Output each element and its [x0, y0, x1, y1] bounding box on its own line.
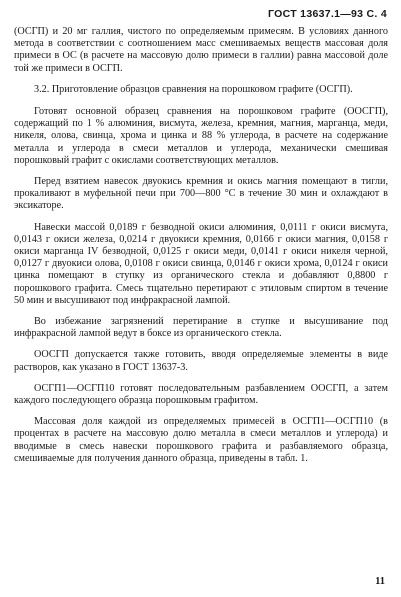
- page-header: ГОСТ 13637.1—93 С. 4: [268, 8, 387, 20]
- paragraph-dilution: ОСГП1—ОСГП10 готовят последовательным разбавлением ООСГП, а затем каждого последующего образца порошковым графитом.: [14, 382, 388, 407]
- paragraph-calcination: Перед взятием навесок двуокись кремния и окись магния помещают в тигли, прокаливают в муфельной печи при 700—800 °С в течение 30 мин и охлаждают в эксикаторе.: [14, 176, 388, 212]
- page-number: 11: [375, 576, 385, 587]
- paragraph-contamination: Во избежание загрязнений перетирание в ступке и высушивание под инфракрасной лампой ведут в боксе из органического стекла.: [14, 316, 388, 340]
- paragraph-weighed-portions: Навески массой 0,0189 г безводной окиси алюминия, 0,0111 г окиси висмута, 0,0143 г окиси железа, 0,0214 г двуокиси кремния, 0,0166 г окиси магния, 0,0158 г окиси марганца IV безводной, 0,0125 г окиси меди, 0,0141 г окиси никеля черной, 0,0127 г двуокиси олова, 0,0108 г окиси свинца, 0,0146 г окиси хрома, 0,0124 г окиси цинка помещают в ступку из органического стекла и добавляют 0,8800 г порошкового графита. Смесь тщательно перетирают с этиловым спиртом в течение 50 мин и высушивают под инфракрасной лампой.: [14, 221, 388, 306]
- paragraph-oosgp-composition: Готовят основной образец сравнения на порошковом графите (ООСГП), содержащий по 1 % алюминия, висмута, железа, кремния, магния, марганца, меди, никеля, олова, свинца, хрома и цинка и 88 % углерода, в расчете на содержание металла и углерода в смеси металлов и углерода, механически смешивая порошковый графит с окислами соответствующих металлов.: [14, 106, 388, 166]
- paragraph-continuation: (ОСГП) и 20 мг галлия, чистого по определяемым примесям. В условиях данного метода в соответствии с соотношением масс смешиваемых веществ массовая доля примеси в ОС (в расчете на массовую долю примеси в галлии) равна массовой доле той же примеси в ОСГП.: [14, 26, 388, 74]
- paragraph-table-reference: Массовая доля каждой из определяемых примесей в ОСГП1—ОСГП10 (в процентах в расчете на массовую долю металла в смеси металлов и углерода) и вводимые в смесь навески порошкового графита и разбавляемого образца, смешиваемые для получения данного образца, приведены в табл. 1.: [14, 416, 388, 464]
- paragraph-solutions: ООСГП допускается также готовить, вводя определяемые элементы в виде растворов, как указано в ГОСТ 13637-3.: [14, 349, 388, 373]
- section-heading-3-2: 3.2. Приготовление образцов сравнения на порошковом графите (ОСГП).: [34, 83, 353, 95]
- body-text: [14, 26, 388, 474]
